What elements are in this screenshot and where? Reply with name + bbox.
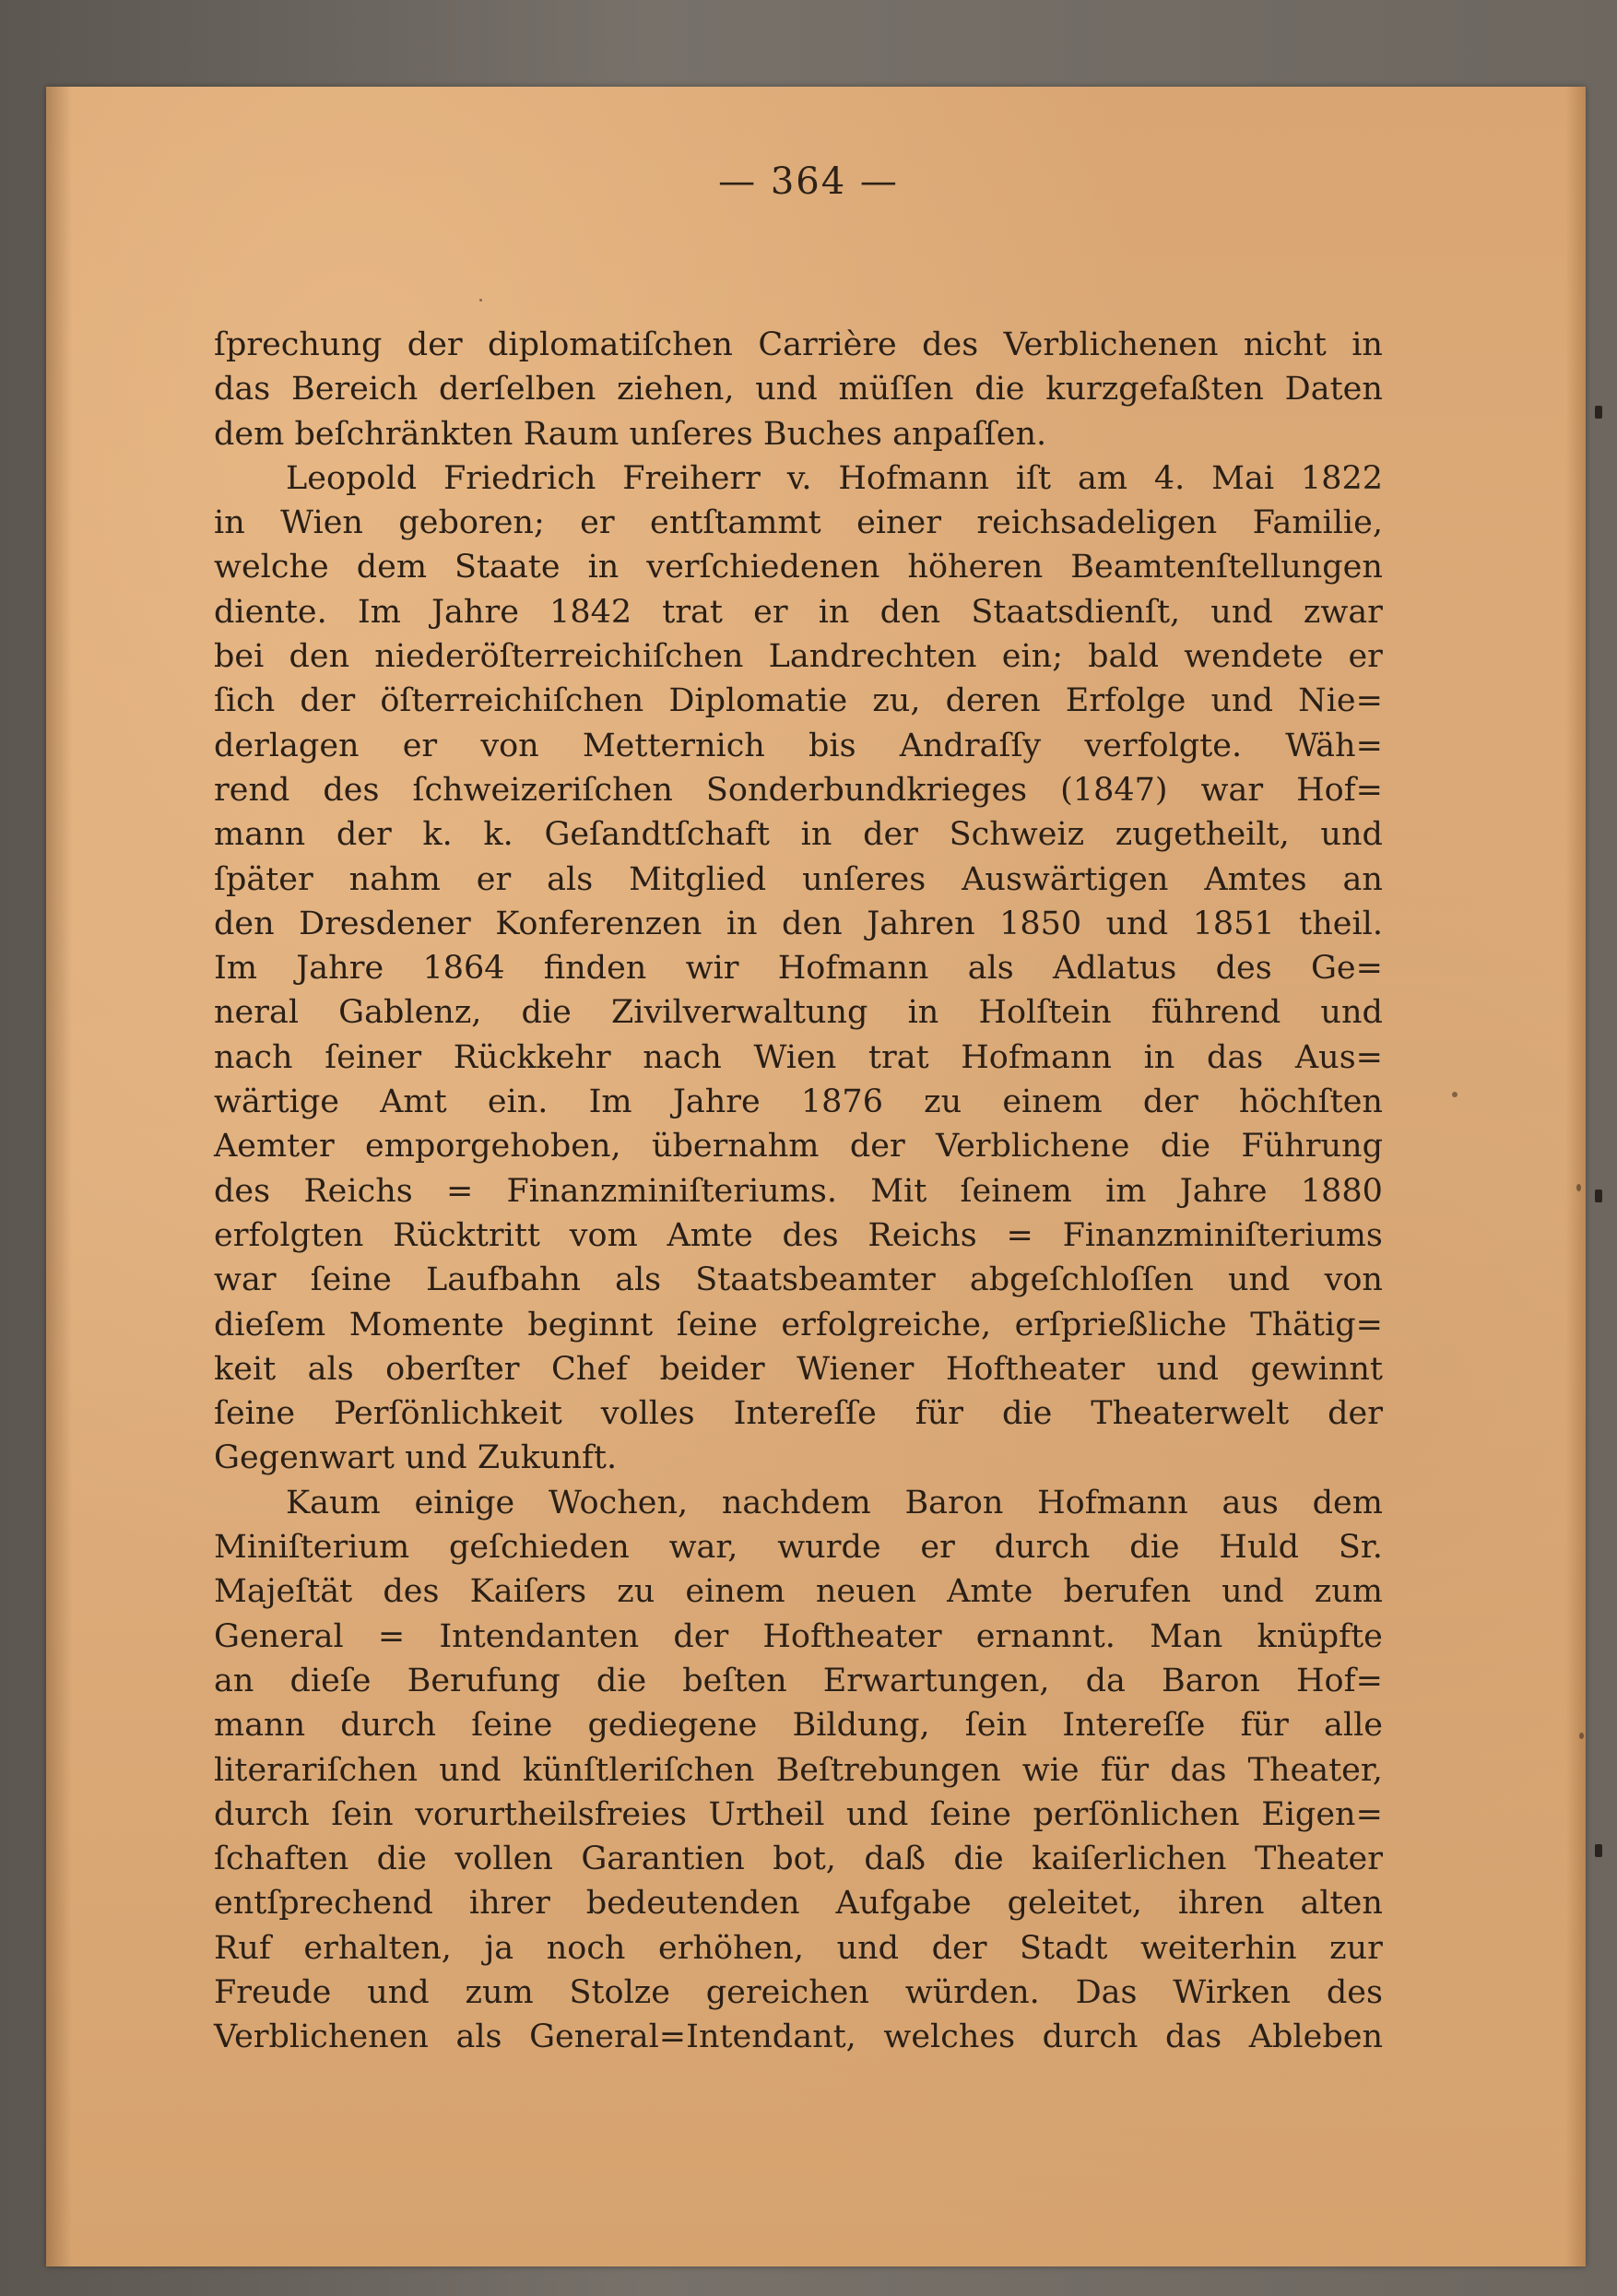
text-line: ſprechung der diplomatiſchen Carrière des Verblichenen nicht in	[214, 326, 1383, 363]
text-line: mann durch ſeine gediegene Bildung, ſein Intereſſe für alle	[214, 1707, 1383, 1745]
text-line: ſpäter nahm er als Mitglied unſeres Auswärtigen Amtes an	[214, 860, 1383, 898]
text-line: das Bereich derſelben ziehen, und müſſen die kurzgefaßten Daten	[214, 371, 1383, 408]
text-line: derlagen er von Metternich bis Andraſſy verfolgte. Wäh=	[214, 727, 1383, 764]
text-line: ſich der öſterreichiſchen Diplomatie zu, deren Erfolge und Nie=	[214, 682, 1383, 720]
text-line: Miniſterium geſchieden war, wurde er durch die Huld Sr.	[214, 1529, 1383, 1567]
text-line: Ruf erhalten, ja noch erhöhen, und der Stadt weiterhin zur	[214, 1929, 1383, 1967]
page-number: — 364 —	[718, 160, 899, 203]
text-line: Aemter emporgehoben, übernahm der Verblichene die Führung	[214, 1128, 1383, 1166]
text-line: Leopold Friedrich Freiherr v. Hofmann iſt am 4. Mai 1822	[286, 459, 1383, 497]
text-line: neral Gablenz, die Zivilverwaltung in Holſtein führend und	[214, 994, 1383, 1032]
text-line: in Wien geboren; er entſtammt einer reichsadeligen Familie,	[214, 504, 1383, 542]
text-line: welche dem Staate in verſchiedenen höheren Beamtenſtellungen	[214, 549, 1383, 586]
text-line: erfolgten Rücktritt vom Amte des Reichs = Finanzminiſteriums	[214, 1216, 1383, 1254]
text-line: Im Jahre 1864 finden wir Hofmann als Adlatus des Ge=	[214, 950, 1383, 988]
text-line: keit als oberſter Chef beider Wiener Hoftheater und gewinnt	[214, 1350, 1383, 1388]
text-line: mann der k. k. Geſandtſchaft in der Schweiz zugetheilt, und	[214, 816, 1383, 854]
paper-speck	[1452, 1092, 1458, 1097]
text-line: an dieſe Berufung die beſten Erwartungen, da Baron Hof=	[214, 1662, 1383, 1699]
binding-mark	[1595, 1844, 1602, 1857]
text-line: ſchaften die vollen Garantien bot, daß die kaiſerlichen Theater	[214, 1840, 1383, 1878]
text-line: Gegenwart und Zukunft.	[214, 1439, 618, 1477]
text-line: Majeſtät des Kaiſers zu einem neuen Amte berufen und zum	[214, 1573, 1383, 1611]
binding-mark	[1595, 1189, 1602, 1202]
text-line: bei den niederöſterreichiſchen Landrechten ein; bald wendete er	[214, 638, 1383, 676]
text-line: nach ſeiner Rückkehr nach Wien trat Hofmann in das Aus=	[214, 1038, 1383, 1076]
body-text	[214, 323, 1383, 2060]
text-line: entſprechend ihrer bedeutenden Aufgabe geleitet, ihren alten	[214, 1885, 1383, 1923]
text-line: literariſchen und künſtleriſchen Beſtrebungen wie für das Theater,	[214, 1751, 1383, 1789]
text-line: des Reichs = Finanzminiſteriums. Mit ſeinem im Jahre 1880	[214, 1172, 1383, 1210]
paper-speck	[1576, 1184, 1581, 1191]
text-line: diente. Im Jahre 1842 trat er in den Staatsdienſt, und zwar	[214, 593, 1383, 631]
text-line: wärtige Amt ein. Im Jahre 1876 zu einem der höchſten	[214, 1083, 1383, 1121]
text-line: Kaum einige Wochen, nachdem Baron Hofmann aus dem	[286, 1484, 1383, 1521]
page-edge-shadow	[1565, 87, 1586, 2266]
text-line: General = Intendanten der Hoftheater ernannt. Man knüpfte	[214, 1617, 1383, 1655]
text-line: Freude und zum Stolze gereichen würden. Das Wirken des	[214, 1973, 1383, 2011]
gutter-shadow	[46, 87, 72, 2266]
text-line: durch ſein vorurtheilsfreies Urtheil und ſeine perſönlichen Eigen=	[214, 1795, 1383, 1833]
paper-speck	[1579, 1733, 1584, 1739]
text-line: dem beſchränkten Raum unſeres Buches anpaſſen.	[214, 415, 1047, 453]
text-line: den Dresdener Konferenzen in den Jahren 1850 und 1851 theil.	[214, 905, 1383, 942]
text-line: dieſem Momente beginnt ſeine erfolgreiche, erſprießliche Thätig=	[214, 1306, 1383, 1343]
text-line: ſeine Perſönlichkeit volles Intereſſe für die Theaterwelt der	[214, 1395, 1383, 1433]
text-line: war ſeine Laufbahn als Staatsbeamter abgeſchloſſen und von	[214, 1261, 1383, 1299]
binding-mark	[1595, 406, 1602, 419]
text-line: rend des ſchweizeriſchen Sonderbundkrieges (1847) war Hof=	[214, 771, 1383, 809]
paper-speck	[479, 299, 482, 302]
text-line: Verblichenen als General=Intendant, welches durch das Ableben	[214, 2018, 1383, 2056]
